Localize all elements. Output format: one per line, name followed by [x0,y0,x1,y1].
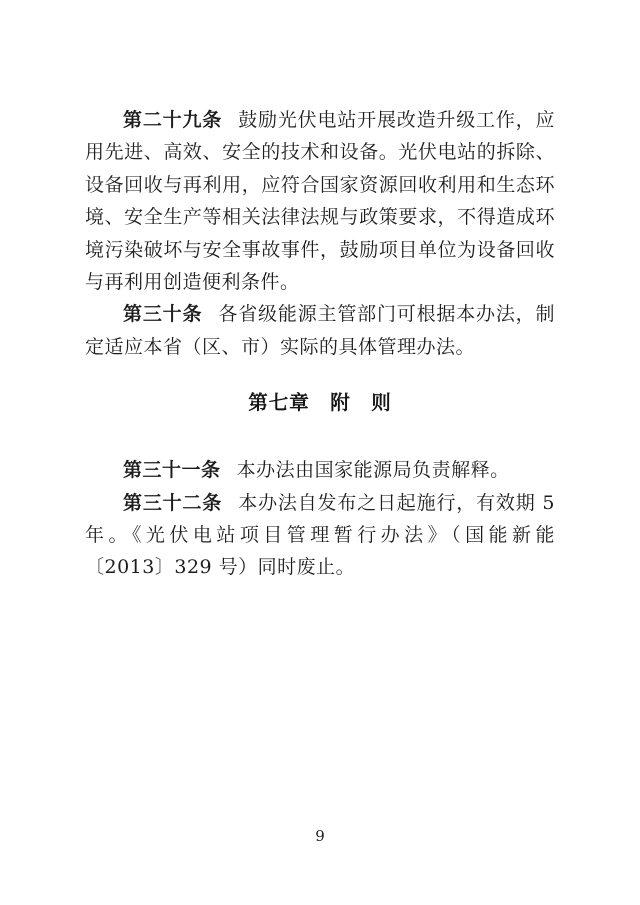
article-32-text: 本办法自发布之日起施行，有效期 5 年。《光伏电站项目管理暂行办法》（国能新能〔2013〕329 号）同时废止。 [85,491,555,579]
chapter-heading: 第七章 附 则 [248,391,392,415]
page-number: 9 [315,827,325,845]
article-30-label: 第三十条 [123,303,203,326]
article-30-paragraph [85,298,555,363]
article-29-paragraph [85,104,555,298]
article-29-text: 鼓励光伏电站开展改造升级工作，应用先进、高效、安全的技术和设备。光伏电站的拆除、设备回收与再利用，应符合国家资源回收利用和生态环境、安全生产等相关法律法规与政策要求，不得造成环境污染破坏与安全事故事件，鼓励项目单位为设备回收与再利用创造便利条件。 [85,109,555,294]
article-31-text: 本办法由国家能源局负责解释。 [236,459,510,482]
article-31-paragraph [85,454,555,486]
article-32-paragraph [85,487,555,584]
article-31-label: 第三十一条 [123,459,221,482]
article-29-label: 第二十九条 [123,109,223,131]
document-body [85,104,555,584]
article-32-label: 第三十二条 [123,491,223,514]
article-30-text: 各省级能源主管部门可根据本办法，制定适应本省（区、市）实际的具体管理办法。 [85,303,555,358]
